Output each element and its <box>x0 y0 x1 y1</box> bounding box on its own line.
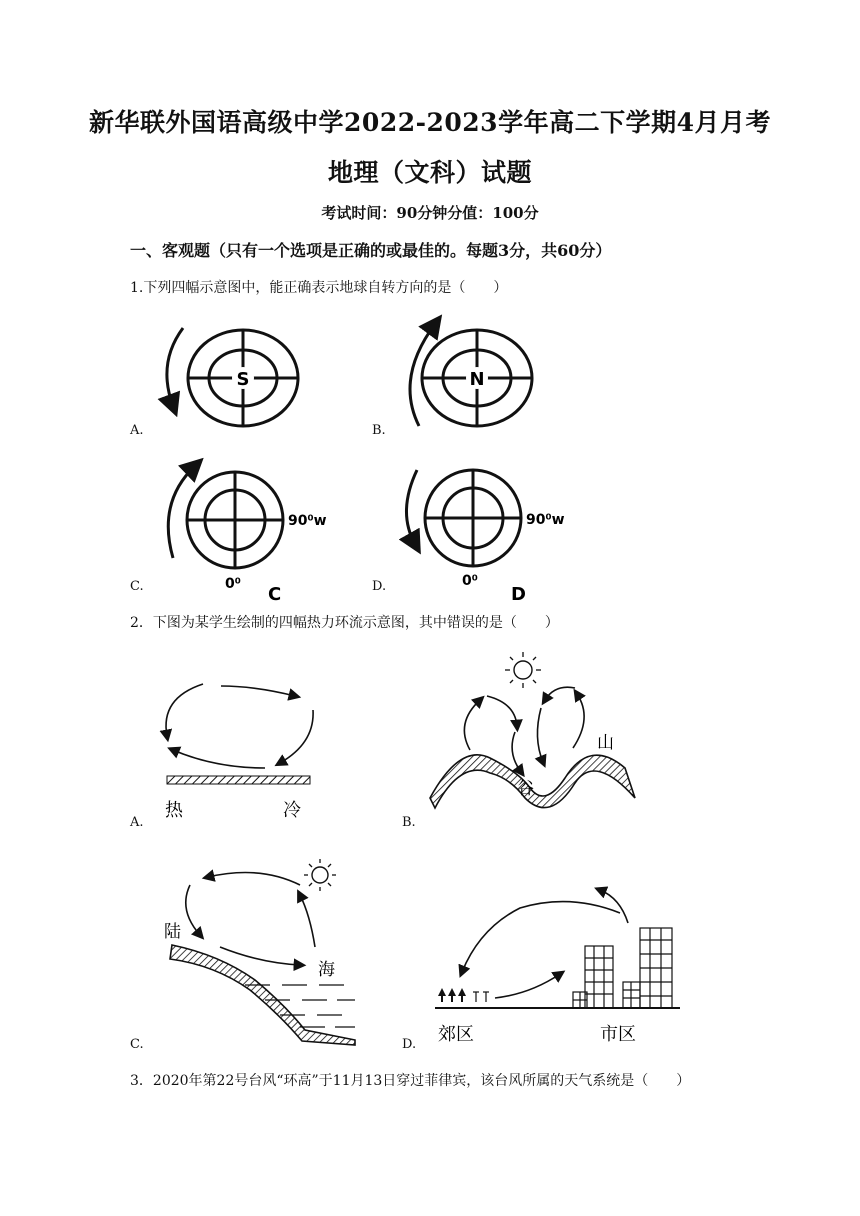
q1-option-a[interactable]: A. <box>130 423 144 438</box>
q2b-mountain-label: 山 <box>597 733 614 753</box>
sun-icon <box>505 652 541 688</box>
q2-option-b[interactable]: B. <box>402 815 416 830</box>
q1-option-c[interactable]: C. <box>130 579 144 594</box>
tree-icons <box>438 988 466 1002</box>
q2b-valley-label: 谷 <box>517 779 534 799</box>
question-2-stem: 2．下图为某学生绘制的四幅热力环流示意图，其中错误的是（ ） <box>130 615 559 631</box>
q2d-city-label: 市区 <box>600 1024 636 1045</box>
sun-icon <box>304 859 336 891</box>
q2-option-d[interactable]: D. <box>402 1037 417 1052</box>
q1-figure-c <box>155 462 327 605</box>
city-buildings <box>573 928 672 1008</box>
q2c-sea-label: 海 <box>318 960 335 980</box>
q2-figure-c <box>160 855 370 1050</box>
q1c-letter: C <box>268 584 282 605</box>
q1-option-b[interactable]: B. <box>372 423 386 438</box>
q2d-suburb-label: 郊区 <box>438 1024 474 1045</box>
q1b-center-label: N <box>469 369 485 390</box>
q2a-hot-label: 热 <box>165 800 183 821</box>
q1-figure-b <box>395 318 555 438</box>
q1-figure-d <box>395 462 565 605</box>
q1d-side-label: 90⁰w <box>526 512 565 528</box>
section-heading: 一、客观题（只有一个选项是正确的或最佳的。每题3分，共60分） <box>130 241 612 260</box>
q1-option-d[interactable]: D. <box>372 579 387 594</box>
question-3-stem: 3．2020年第22号台风“环高”于11月13日穿过菲律宾，该台风所属的天气系统是（ ） <box>130 1073 691 1089</box>
question-1-stem: 1.下列四幅示意图中，能正确表示地球自转方向的是（ ） <box>130 280 508 296</box>
exam-meta: 考试时间：90分钟分值：100分 <box>321 204 539 222</box>
q1d-letter: D <box>511 584 526 605</box>
q1d-bottom-label: 0⁰ <box>462 573 478 589</box>
q1c-bottom-label: 0⁰ <box>225 576 241 592</box>
q2-option-a[interactable]: A. <box>130 815 144 830</box>
q2-figure-a <box>155 668 325 828</box>
q2-figure-d <box>430 868 685 1048</box>
page-subtitle: 地理（文科）试题 <box>327 158 532 187</box>
q2c-land-label: 陆 <box>164 922 181 942</box>
q1a-center-label: S <box>236 369 250 390</box>
q2-option-c[interactable]: C. <box>130 1037 144 1052</box>
q2-figure-b <box>425 648 645 818</box>
page-title: 新华联外国语高级中学2022-2023学年高二下学期4月月考 <box>89 108 771 137</box>
q1-figure-a <box>155 318 315 438</box>
q2a-cold-label: 冷 <box>283 800 301 821</box>
q1c-side-label: 90⁰w <box>288 513 327 529</box>
